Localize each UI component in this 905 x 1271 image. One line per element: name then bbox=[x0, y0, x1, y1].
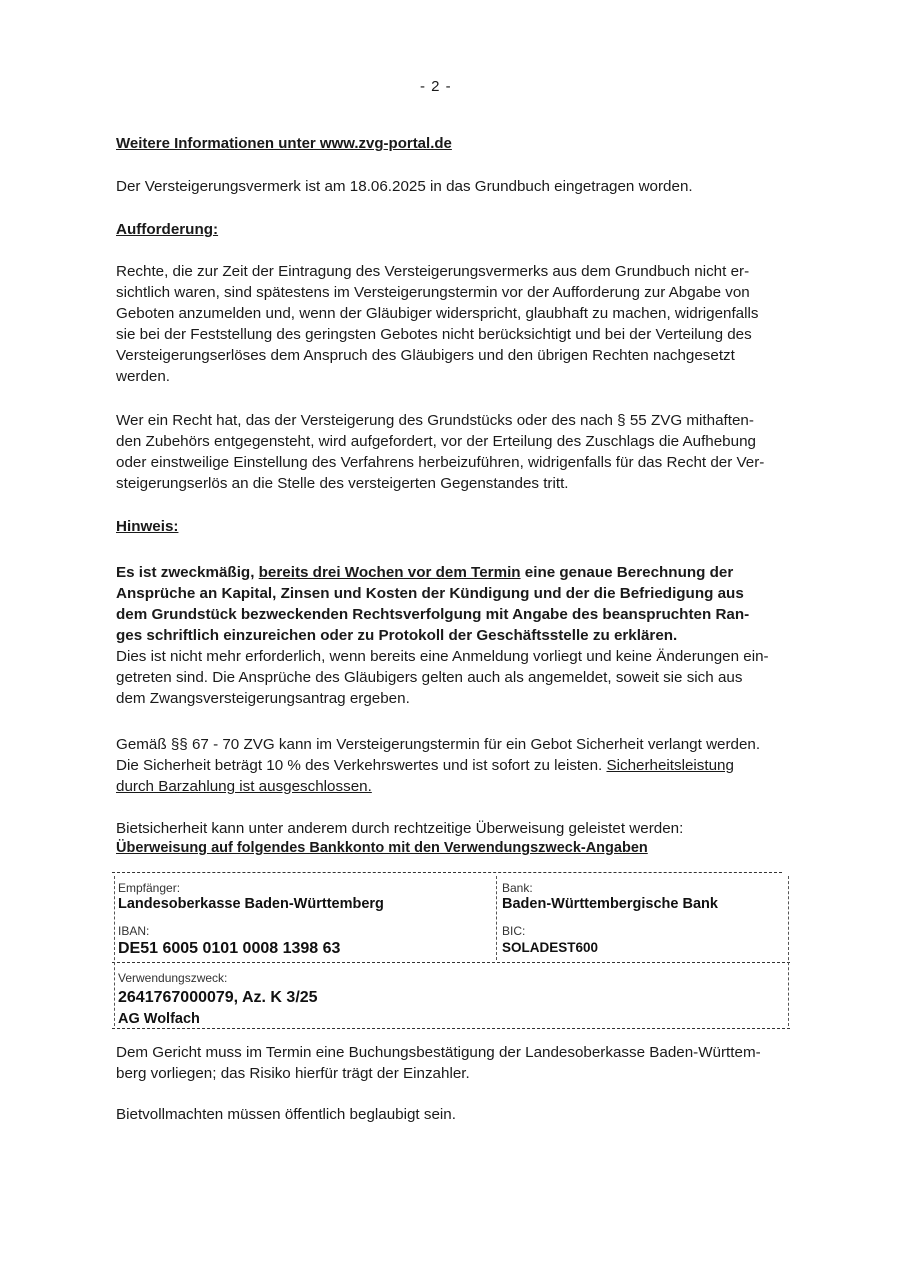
text-line: Wer ein Recht hat, das der Versteigerung des Grundstücks oder des nach § 55 ZVG mithaften- bbox=[116, 412, 754, 429]
transfer-intro: Bietsicherheit kann unter anderem durch rechtzeitige Überweisung geleistet werden: bbox=[116, 820, 684, 837]
text-line: dem Zwangsversteigerungsantrag ergeben. bbox=[116, 690, 410, 707]
emphasis-underlined: bereits drei Wochen vor dem Termin bbox=[258, 564, 521, 581]
text-line: ges schriftlich einzureichen oder zu Protokoll der Geschäftsstelle zu erklären. bbox=[116, 627, 678, 644]
text-line: sichtlich waren, sind spätestens im Versteigerungstermin vor der Aufforderung zur Abgabe von bbox=[116, 284, 750, 301]
text-line: berg vorliegen; das Risiko hierfür trägt der Einzahler. bbox=[116, 1065, 470, 1082]
text-span: Es ist zweckmäßig, bbox=[116, 564, 259, 581]
box-border-left bbox=[114, 876, 115, 1026]
text-line: Gemäß §§ 67 - 70 ZVG kann im Versteigerungstermin für ein Gebot Sicherheit verlangt werden. bbox=[116, 736, 761, 753]
purpose-value-line-2: AG Wolfach bbox=[118, 1011, 200, 1027]
text-line: sie bei der Feststellung des geringsten Gebotes nicht berücksichtigt und bei der Verteilung des bbox=[116, 326, 752, 343]
text-line: Dem Gericht muss im Termin eine Buchungsbestätigung der Landesoberkasse Baden-Württem- bbox=[116, 1044, 761, 1061]
page-number: - 2 - bbox=[420, 78, 452, 95]
bic-label: BIC: bbox=[502, 924, 526, 938]
box-border-top bbox=[112, 872, 782, 873]
text-line: dem Grundstück bezweckenden Rechtsverfolgung mit Angabe des beanspruchten Ran- bbox=[116, 606, 750, 623]
text-line: werden. bbox=[116, 368, 171, 385]
aufforderung-paragraph-2 bbox=[116, 410, 806, 494]
text-line bbox=[116, 562, 806, 583]
iban-label: IBAN: bbox=[118, 924, 150, 938]
recipient-label: Empfänger: bbox=[118, 881, 181, 895]
security-paragraph bbox=[116, 734, 806, 797]
emphasis-underlined: Sicherheitsleistung bbox=[606, 757, 734, 774]
bank-label: Bank: bbox=[502, 881, 533, 895]
text-line: steigerungserlös an die Stelle des versteigerten Gegenstandes tritt. bbox=[116, 475, 569, 492]
purpose-value-line-1: 2641767000079, Az. K 3/25 bbox=[118, 989, 318, 1006]
confirmation-paragraph bbox=[116, 1042, 806, 1084]
text-line: oder einstweilige Einstellung des Verfahrens herbeizuführen, widrigenfalls für das Recht der Ver- bbox=[116, 454, 765, 471]
bank-value: Baden-Württembergische Bank bbox=[502, 896, 718, 912]
text-line: getreten sind. Die Ansprüche des Gläubigers gelten auch als angemeldet, soweit sie sich aus bbox=[116, 669, 743, 686]
box-border-bottom bbox=[112, 1028, 790, 1029]
hinweis-paragraph bbox=[116, 562, 806, 709]
box-column-divider bbox=[496, 876, 497, 960]
text-line: Ansprüche an Kapital, Zinsen und Kosten der Kündigung und der die Befriedigung aus bbox=[116, 585, 744, 602]
more-info-heading: Weitere Informationen unter www.zvg-portal.de bbox=[116, 135, 452, 152]
hinweis-heading: Hinweis: bbox=[116, 518, 179, 535]
aufforderung-heading: Aufforderung: bbox=[116, 221, 219, 238]
aufforderung-paragraph-1 bbox=[116, 261, 806, 387]
text-line: Rechte, die zur Zeit der Eintragung des Versteigerungsvermerks aus dem Grundbuch nicht er- bbox=[116, 263, 750, 280]
box-border-right bbox=[788, 876, 789, 1026]
registration-note: Der Versteigerungsvermerk ist am 18.06.2025 in das Grundbuch eingetragen worden. bbox=[116, 178, 693, 195]
box-divider bbox=[112, 962, 790, 963]
transfer-heading: Überweisung auf folgendes Bankkonto mit den Verwendungszweck-Angaben bbox=[116, 840, 648, 856]
text-span: eine genaue Berechnung der bbox=[520, 564, 734, 581]
text-span: Die Sicherheit beträgt 10 % des Verkehrswertes und ist sofort zu leisten. bbox=[116, 757, 607, 774]
purpose-label: Verwendungszweck: bbox=[118, 971, 228, 985]
bank-details-box bbox=[112, 870, 790, 1030]
proxy-note: Bietvollmachten müssen öffentlich beglaubigt sein. bbox=[116, 1106, 456, 1123]
text-line: durch Barzahlung ist ausgeschlossen. bbox=[116, 778, 372, 795]
text-line: Geboten anzumelden und, wenn der Gläubiger widerspricht, glaubhaft zu machen, widrigenfalls bbox=[116, 305, 759, 322]
text-line bbox=[116, 755, 806, 776]
iban-value: DE51 6005 0101 0008 1398 63 bbox=[118, 940, 341, 957]
text-line: Versteigerungserlöses dem Anspruch des Gläubigers und den übrigen Rechten nachgesetzt bbox=[116, 347, 735, 364]
bic-value: SOLADEST600 bbox=[502, 940, 599, 955]
recipient-value: Landesoberkasse Baden-Württemberg bbox=[118, 896, 384, 912]
text-line: Dies ist nicht mehr erforderlich, wenn bereits eine Anmeldung vorliegt und keine Änderungen ein- bbox=[116, 648, 769, 665]
text-line: den Zubehörs entgegensteht, wird aufgefordert, vor der Erteilung des Zuschlags die Aufhebung bbox=[116, 433, 756, 450]
